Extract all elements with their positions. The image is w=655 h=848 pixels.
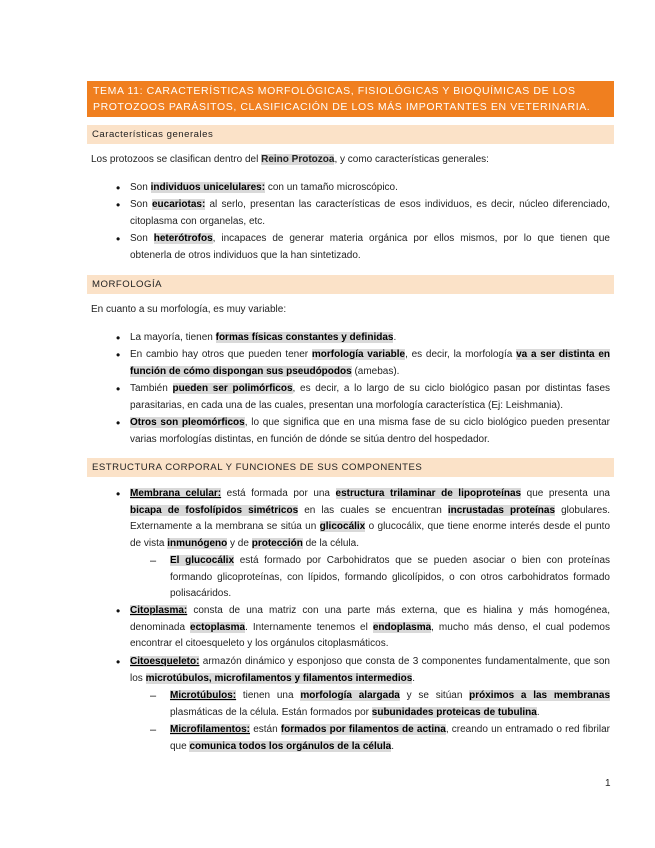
section-heading-morfologia: MORFOLOGÍA	[87, 275, 614, 294]
bullet-icon: •	[116, 331, 121, 345]
bullet-icon: •	[116, 655, 121, 669]
section-heading-general: Características generales	[87, 125, 614, 144]
sub-list-item: Microtúbulos: tienen una morfología alargada y se sitúan próximos a las membranas plasmáticas de la célula. Están formados por subunidades proteicas de tubulina.	[170, 690, 611, 718]
list-item: Otros son pleomórficos, lo que significa que en una misma fase de su ciclo biológico pueden presentar varias morfologías distintas, en función de dónde se sitúa dentro del hospedador.	[130, 417, 611, 445]
page-number: 1	[605, 778, 611, 789]
page-title: TEMA 11: CARACTERÍSTICAS MORFOLÓGICAS, FISIOLÓGICAS Y BIOQUÍMICAS DE LOS PROTOZOOS PARÁSITOS, CLASIFICACIÓN DE LOS MÁS IMPORTANTES EN VETERINARIA.	[87, 81, 614, 117]
list-item: Son individuos unicelulares: con un tamaño microscópico.	[130, 182, 398, 193]
dash-icon: –	[150, 724, 157, 736]
list-item: Citoplasma: consta de una matriz con una parte más externa, que es hialina y más homogénea, denominada ectoplasma. Internamente tenemos el endoplasma, mucho más denso, el cual podemos encontrar el citoesqueleto y los orgánulos citoplasmáticos.	[130, 605, 610, 649]
list-item: Membrana celular: está formada por una estructura trilaminar de lipoproteínas que presenta una bicapa de fosfolípidos simétricos en las cuales se encuentran incrustadas proteínas globulares. Externamente a la membrana se sitúa un glicocálix o glucocálix, que tiene enorme interés desde el punto de vista inmunógeno y de protección de la célula.	[130, 488, 610, 549]
bullet-icon: •	[116, 416, 121, 430]
dash-icon: –	[150, 555, 157, 567]
list-item: Son heterótrofos, incapaces de generar materia orgánica por ellos mismos, por lo que tienen que obtenerla de otros individuos que la han sintetizado.	[130, 233, 610, 261]
section-heading-estructura: ESTRUCTURA CORPORAL Y FUNCIONES DE SUS COMPONENTES	[87, 458, 614, 477]
general-intro: Los protozoos se clasifican dentro del Reino Protozoa, y como características generales:	[91, 154, 489, 165]
dash-icon: –	[150, 690, 157, 702]
morfologia-intro: En cuanto a su morfología, es muy variable:	[91, 304, 287, 315]
list-item: Citoesqueleto: armazón dinámico y esponjoso que consta de 3 componentes fundamentalmente, que son los microtúbulos, microfilamentos y filamentos intermedios.	[130, 656, 610, 684]
sub-list-item: El glucocálix está formado por Carbohidratos que se pueden asociar o bien con proteínas formando glicoproteínas, con lípidos, formando glicolípidos, o con otros carbohidratos formado polisacáridos.	[170, 555, 611, 599]
sub-list-item: Microfilamentos: están formados por filamentos de actina, creando un entramado o red fibrilar que comunica todos los orgánulos de la célula.	[170, 724, 610, 752]
list-item: La mayoría, tienen formas físicas constantes y definidas.	[130, 332, 397, 343]
bullet-icon: •	[116, 382, 121, 396]
list-item: En cambio hay otros que pueden tener morfología variable, es decir, la morfología va a ser distinta en función de cómo dispongan sus pseudópodos (amebas).	[130, 349, 610, 377]
bullet-icon: •	[116, 232, 121, 246]
bullet-icon: •	[116, 181, 121, 195]
list-item: También pueden ser polimórficos, es decir, a lo largo de su ciclo biológico pasan por distintas fases parasitarias, en cada una de las cuales, presentan una morfología característica (Ej: Leishmania).	[130, 383, 611, 411]
bullet-icon: •	[116, 348, 121, 362]
bullet-icon: •	[116, 487, 121, 501]
bullet-icon: •	[116, 198, 121, 212]
list-item: Son eucariotas: al serlo, presentan las características de esos individuos, es decir, núcleo diferenciado, citoplasma con organelas, etc.	[130, 199, 610, 227]
bullet-icon: •	[116, 604, 121, 618]
